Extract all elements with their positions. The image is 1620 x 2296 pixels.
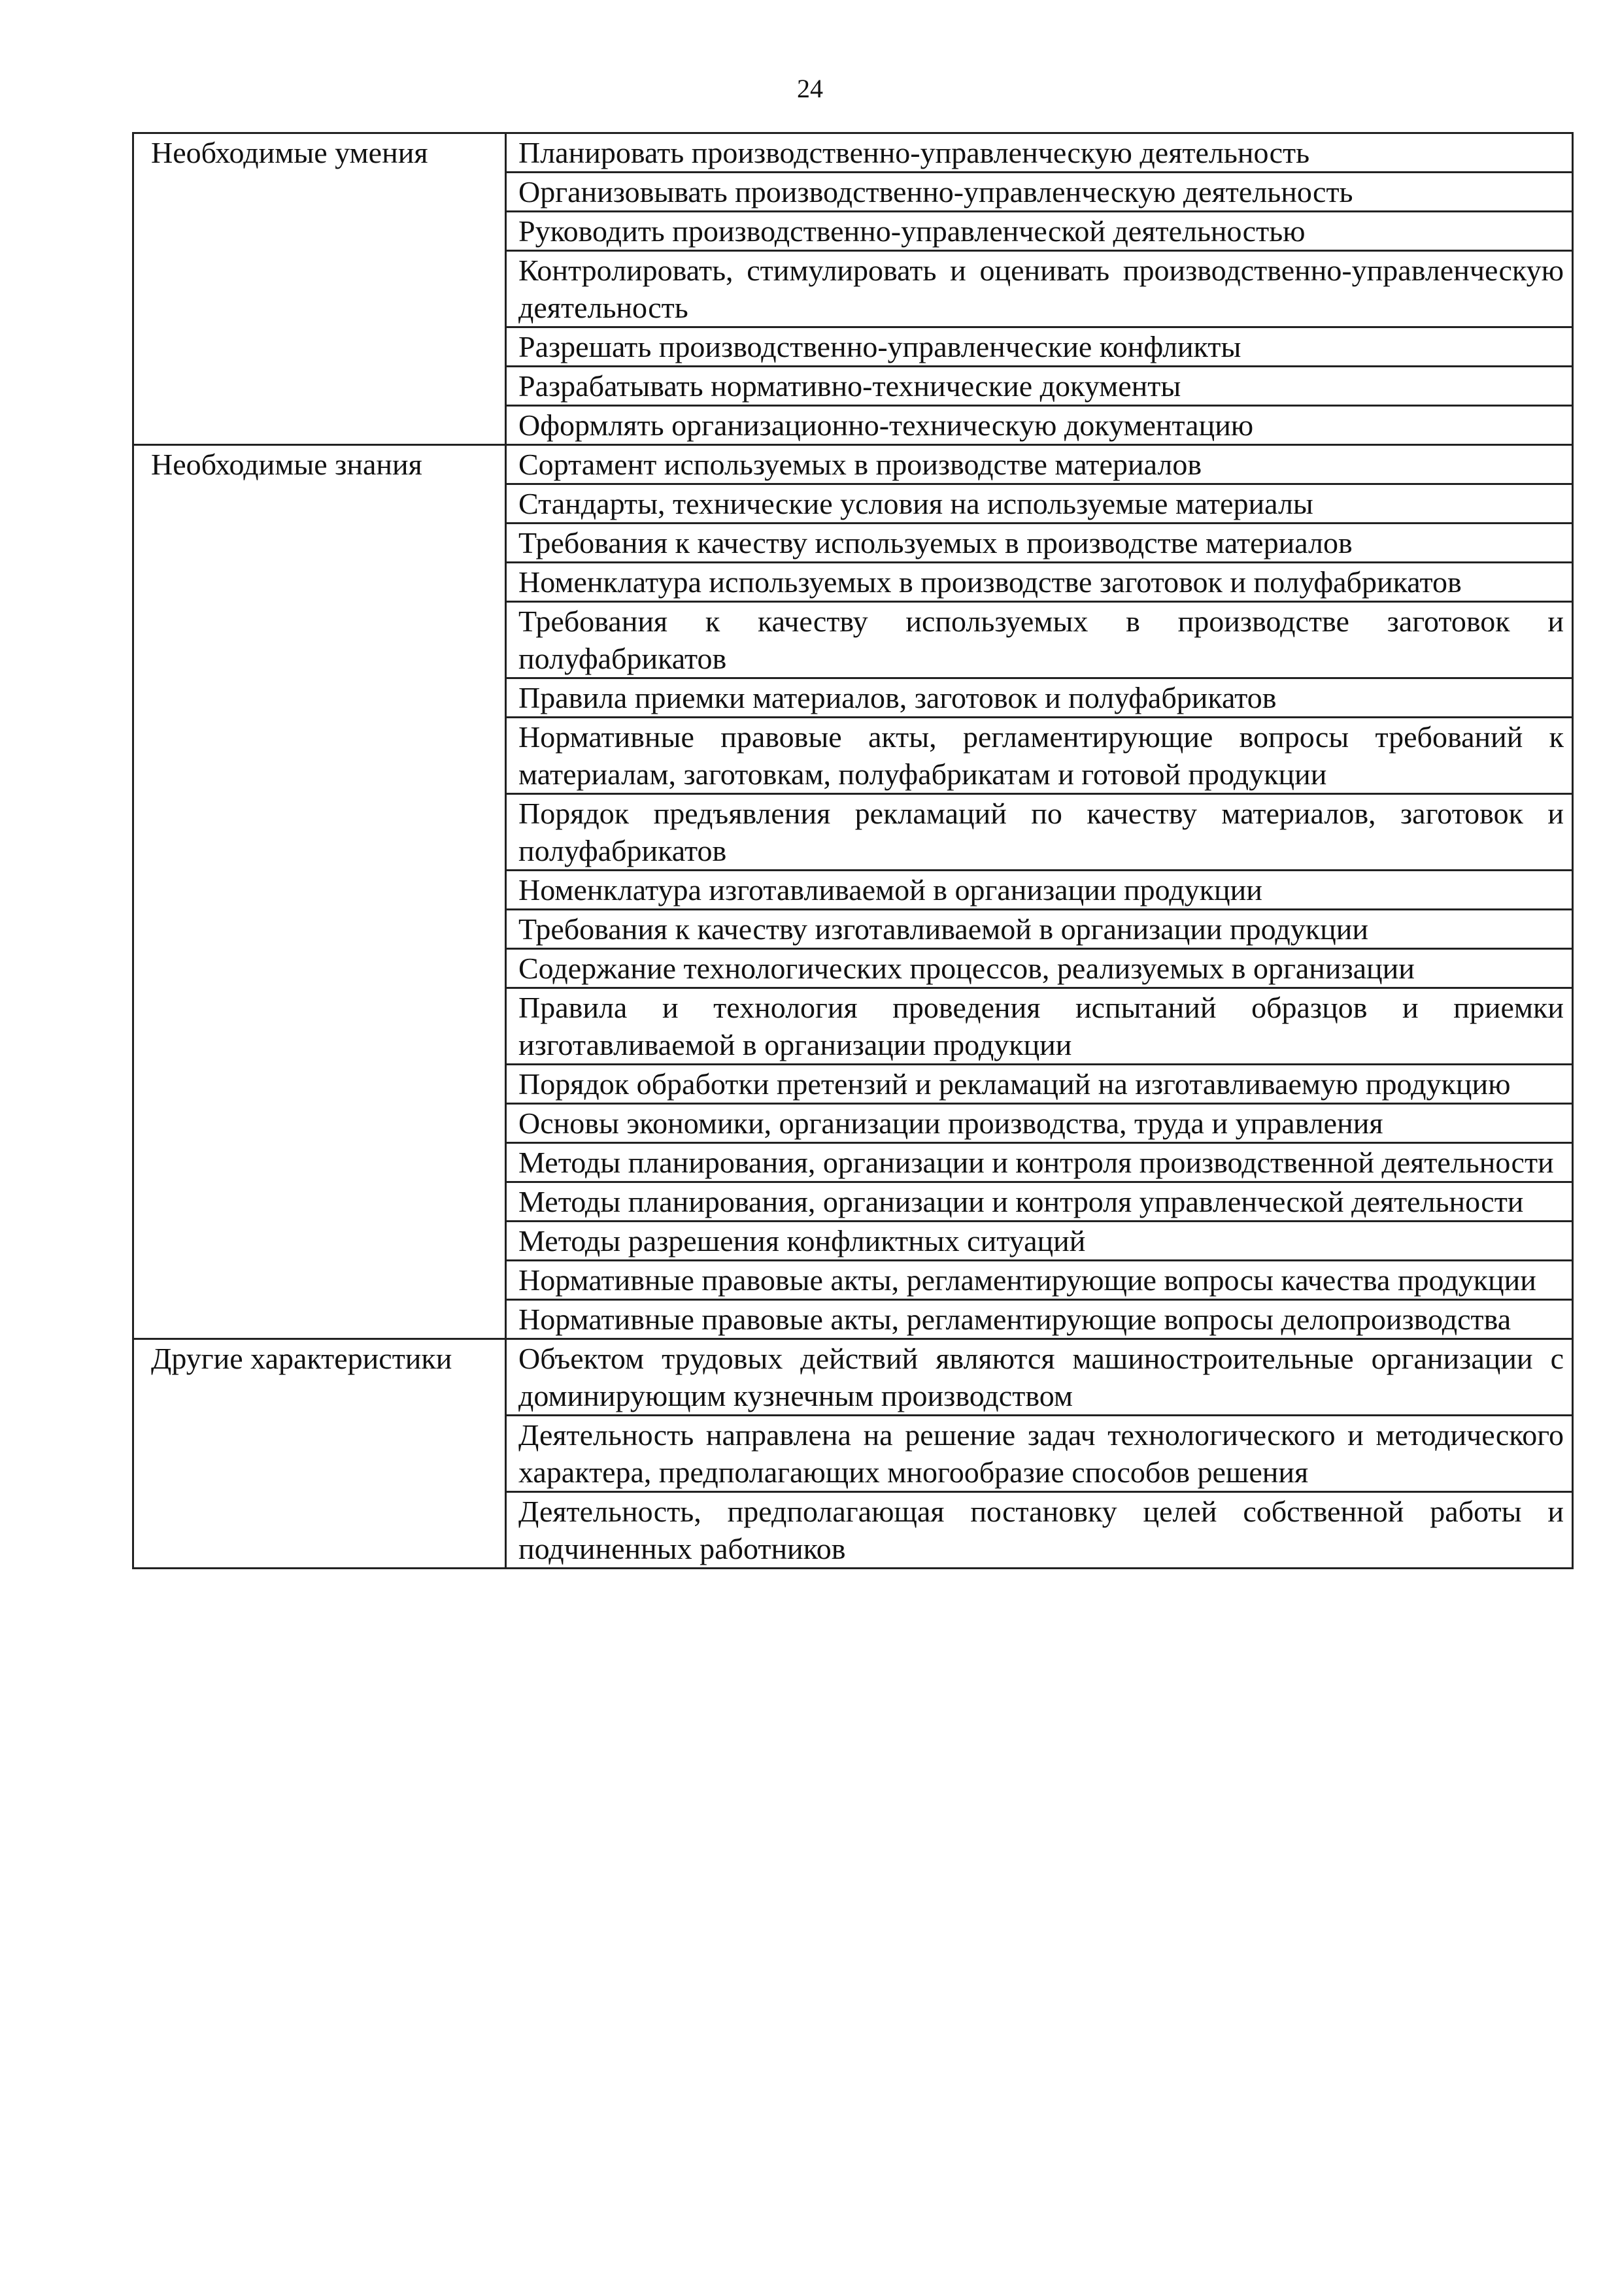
table-row (133, 1339, 1573, 1416)
section-label-skills: Необходимые умения (133, 133, 506, 445)
table-row (133, 445, 1573, 484)
requirement-item: Методы планирования, организации и контроля управленческой деятельности (506, 1182, 1573, 1222)
requirement-item: Контролировать, стимулировать и оценивать производственно-управленческую деятельность (506, 251, 1573, 327)
requirement-item: Оформлять организационно-техническую документацию (506, 406, 1573, 445)
requirement-item: Методы разрешения конфликтных ситуаций (506, 1222, 1573, 1261)
requirement-item: Планировать производственно-управленческую деятельность (506, 133, 1573, 173)
requirement-item: Нормативные правовые акты, регламентирующие вопросы качества продукции (506, 1261, 1573, 1300)
requirement-item: Порядок обработки претензий и рекламаций на изготавливаемую продукцию (506, 1065, 1573, 1104)
requirement-item: Организовывать производственно-управленческую деятельность (506, 173, 1573, 212)
table-row (133, 133, 1573, 173)
section-label-other-characteristics: Другие характеристики (133, 1339, 506, 1569)
requirement-item: Нормативные правовые акты, регламентирующие вопросы требований к материалам, заготовкам, полуфабрикатам и готовой продукции (506, 718, 1573, 794)
requirement-item: Требования к качеству используемых в производстве заготовок и полуфабрикатов (506, 602, 1573, 678)
characteristics-table (132, 132, 1574, 1569)
requirement-item: Объектом трудовых действий являются машиностроительные организации с доминирующим кузнечным производством (506, 1339, 1573, 1416)
requirement-item: Стандарты, технические условия на используемые материалы (506, 484, 1573, 524)
requirement-item: Деятельность направлена на решение задач технологического и методического характера, предполагающих многообразие способов решения (506, 1416, 1573, 1492)
requirement-item: Требования к качеству используемых в производстве материалов (506, 524, 1573, 563)
requirement-item: Порядок предъявления рекламаций по качеству материалов, заготовок и полуфабрикатов (506, 794, 1573, 871)
requirement-item: Руководить производственно-управленческой деятельностью (506, 212, 1573, 251)
requirement-item: Содержание технологических процессов, реализуемых в организации (506, 949, 1573, 988)
requirement-item: Номенклатура изготавливаемой в организации продукции (506, 871, 1573, 910)
requirement-item: Нормативные правовые акты, регламентирующие вопросы делопроизводства (506, 1300, 1573, 1339)
requirement-item: Разрабатывать нормативно-технические документы (506, 367, 1573, 406)
requirement-item: Номенклатура используемых в производстве заготовок и полуфабрикатов (506, 563, 1573, 602)
requirement-item: Методы планирования, организации и контроля производственной деятельности (506, 1143, 1573, 1182)
requirement-item: Правила и технология проведения испытаний образцов и приемки изготавливаемой в организации продукции (506, 988, 1573, 1065)
page-number: 24 (797, 74, 823, 103)
requirement-item: Разрешать производственно-управленческие конфликты (506, 327, 1573, 367)
requirement-item: Требования к качеству изготавливаемой в организации продукции (506, 910, 1573, 949)
requirement-item: Основы экономики, организации производства, труда и управления (506, 1104, 1573, 1143)
section-label-knowledge: Необходимые знания (133, 445, 506, 1339)
characteristics-table-body (133, 133, 1573, 1569)
requirement-item: Сортамент используемых в производстве материалов (506, 445, 1573, 484)
requirement-item: Правила приемки материалов, заготовок и полуфабрикатов (506, 678, 1573, 718)
requirement-item: Деятельность, предполагающая постановку целей собственной работы и подчиненных работников (506, 1492, 1573, 1569)
